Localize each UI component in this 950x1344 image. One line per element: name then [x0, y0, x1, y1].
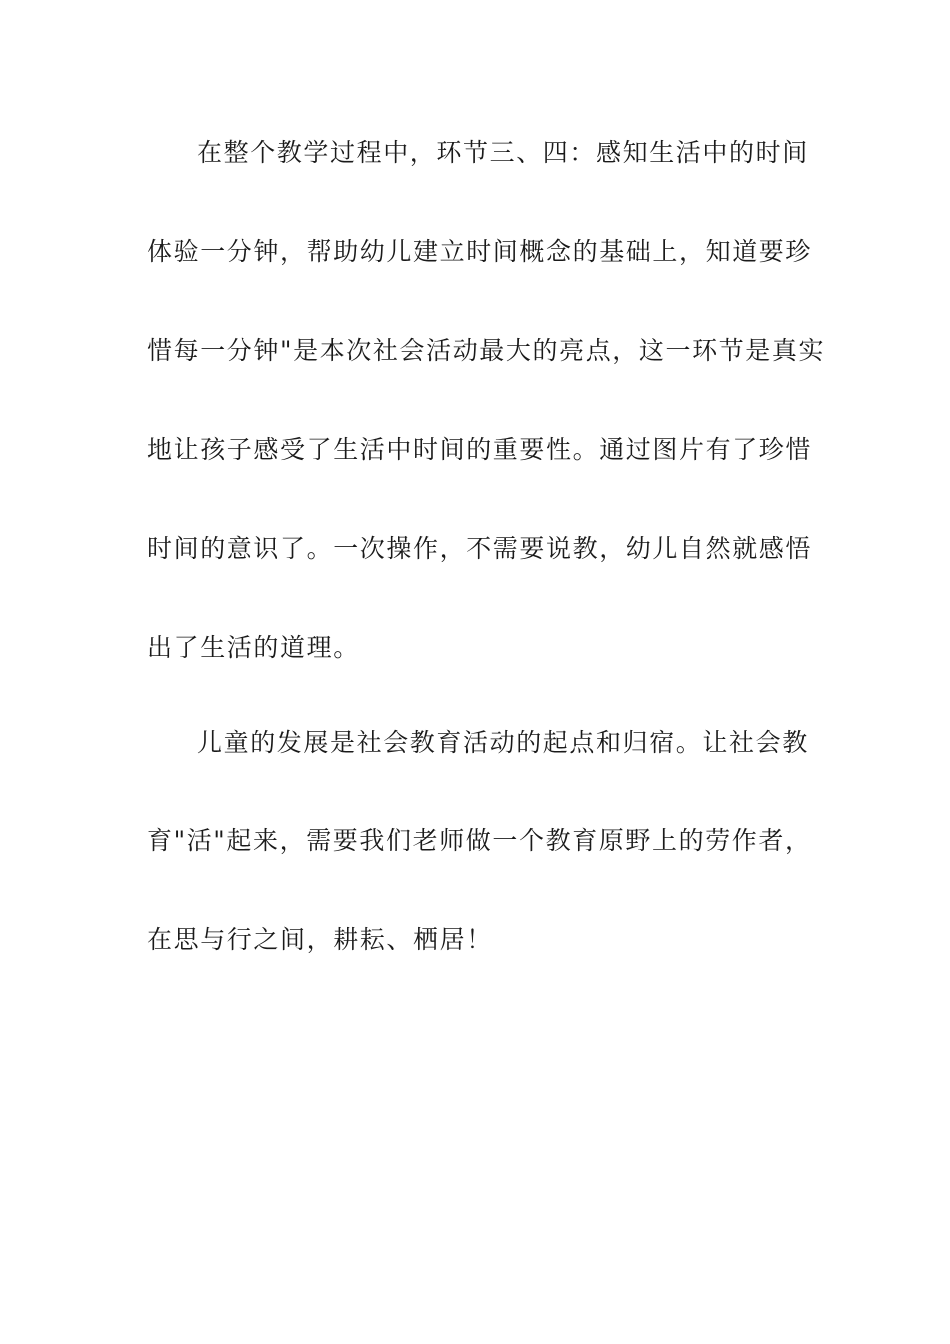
text-line: 育"活"起来，需要我们老师做一个教育原野上的劳作者， [147, 826, 812, 855]
text-line: 惜每一分钟"是本次社会活动最大的亮点，这一环节是真实 [147, 336, 826, 365]
text-line: 体验一分钟，帮助幼儿建立时间概念的基础上，知道要珍 [147, 237, 813, 266]
text-line: 儿童的发展是社会教育活动的起点和归宿。让社会教 [197, 728, 809, 757]
text-line: 在思与行之间，耕耘、栖居！ [147, 925, 493, 954]
text-line: 时间的意识了。一次操作，不需要说教，幼儿自然就感悟 [147, 534, 813, 563]
text-line: 在整个教学过程中，环节三、四：感知生活中的时间 [197, 138, 809, 167]
text-line: 地让孩子感受了生活中时间的重要性。通过图片有了珍惜 [147, 435, 813, 464]
text-line: 出了生活的道理。 [147, 633, 360, 662]
